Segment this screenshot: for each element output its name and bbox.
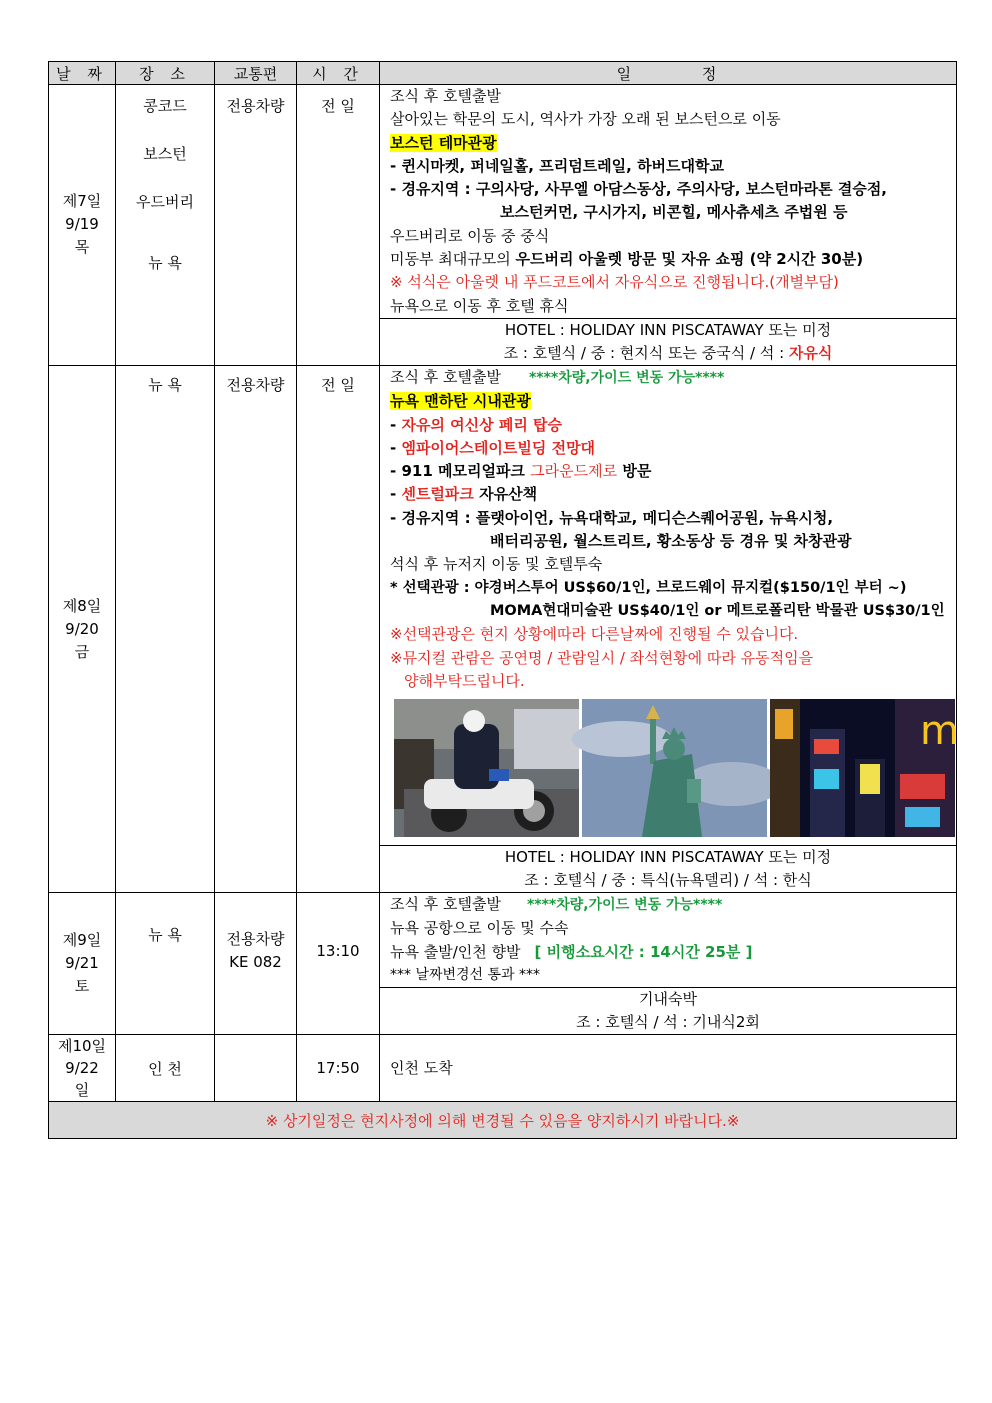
day8-time: 전 일 <box>297 365 380 892</box>
day8-date: 제8일 9/20 금 <box>49 365 116 892</box>
day10-transport <box>215 1035 297 1102</box>
day10-date: 제10일 9/22 일 <box>49 1035 116 1102</box>
day9-hotel: 기내숙박 조 : 호텔식 / 석 : 기내식2회 <box>380 988 957 1035</box>
footer-row <box>49 1102 957 1139</box>
day7-hotel: HOTEL : HOLIDAY INN PISCATAWAY 또는 미정 조 : 호텔식 / 중 : 현지식 또는 중국식 / 석 : 자유식 <box>380 318 957 365</box>
day7-row <box>49 85 957 319</box>
day7-schedule: 조식 후 호텔출발 살아있는 학문의 도시, 역사가 가장 오래 된 보스턴으로 이동 보스턴 테마관광 - 퀸시마켓, 퍼네일홀, 프리덤트레일, 하버드대학교 - 경유지역 : 구의사당, 사무엘 아담스동상, 주의사당, 보스턴마라톤 결승점, 보스턴커먼, 구시가지, 비콘힐, 메사츄세츠 주법원 등 우드버리로 이동 중 중식 미동부 최대규모의 우드버리 아울렛 방문 및 자유 쇼핑 (약 2시간 30분) ※ 석식은 아울렛 내 푸드코트에서 자유식으로 진행됩니다.(개별부담) 뉴욕으로 이동 후 호텔 휴식 <box>380 85 957 319</box>
day10-row <box>49 1035 957 1102</box>
day8-transport: 전용차량 <box>215 365 297 892</box>
footer-notice: ※ 상기일정은 현지사정에 의해 변경될 수 있음을 양지하시기 바랍니다.※ <box>49 1102 957 1139</box>
day7-transport: 전용차량 <box>215 85 297 366</box>
day7-places: 콩코드 보스턴 우드버리 뉴 욕 <box>116 85 215 366</box>
header-schedule: 일 정 <box>380 62 957 85</box>
day8-schedule: 조식 후 호텔출발 ****차량,가이드 변동 가능**** 뉴욕 맨하탄 시내관광 - 자유의 여신상 페리 탑승 - 엠파이어스테이트빌딩 전망대 - 911 메모리얼파크 그라운드제로 방문 - 센트럴파크 자유산책 - 경유지역 : 플랫아이언, 뉴욕대학교, 메디슨스퀘어공원, 뉴욕시청, 배터리공원, 월스트리트, 황소동상 등 경유 및 차창관광 석식 후 뉴저지 이동 및 호텔투숙 * 선택관광 : 야경버스투어 US$60/1인, 브로드웨이 뮤지컬($150/1인 부터 ~) MOMA현대미술관 US$40/1인 or 메트로폴리탄 박물관 US$30/1인 ※선택관광은 현지 상황에따라 다른날짜에 진행될 수 있습니다. ※뮤지컬 관람은 공연명 / 관람일시 / 좌석현황에 따라 유동적임을 양해부탁드립니다. m <box>380 365 957 845</box>
day8-row <box>49 365 957 845</box>
header-time: 시 간 <box>297 62 380 85</box>
day10-schedule: 인천 도착 <box>380 1035 957 1102</box>
statue-of-liberty-photo <box>582 699 767 837</box>
day9-row <box>49 893 957 988</box>
times-square-night-photo <box>770 699 959 837</box>
nypd-motorcycle-photo <box>394 699 579 837</box>
day8-photo-strip <box>390 693 959 845</box>
day9-time: 13:10 <box>297 893 380 1035</box>
header-transport: 교통편 <box>215 62 297 85</box>
day9-transport: 전용차량 KE 082 <box>215 893 297 1035</box>
day8-hotel: HOTEL : HOLIDAY INN PISCATAWAY 또는 미정 조 : 호텔식 / 중 : 특식(뉴욕델리) / 석 : 한식 <box>380 846 957 893</box>
header-row <box>49 62 957 85</box>
header-date: 날 짜 <box>49 62 116 85</box>
header-place: 장 소 <box>116 62 215 85</box>
day9-date: 제9일 9/21 토 <box>49 893 116 1035</box>
day8-theme-highlight: 뉴욕 맨하탄 시내관광 <box>390 392 531 411</box>
day10-place: 인 천 <box>116 1035 215 1102</box>
day8-place: 뉴 욕 <box>116 365 215 892</box>
itinerary-table <box>48 61 957 1139</box>
svg-text:m: m <box>920 708 959 755</box>
day10-time: 17:50 <box>297 1035 380 1102</box>
day7-date: 제7일 9/19 목 <box>49 85 116 366</box>
day9-schedule: 조식 후 호텔출발 ****차량,가이드 변동 가능**** 뉴욕 공항으로 이동 및 수속 뉴욕 출발/인천 향발 [ 비행소요시간 : 14시간 25분 ] *** 날짜변경선 통과 *** <box>380 893 957 988</box>
day9-place: 뉴 욕 <box>116 893 215 1035</box>
day7-time: 전 일 <box>297 85 380 366</box>
day7-theme-highlight: 보스턴 테마관광 <box>390 133 497 152</box>
